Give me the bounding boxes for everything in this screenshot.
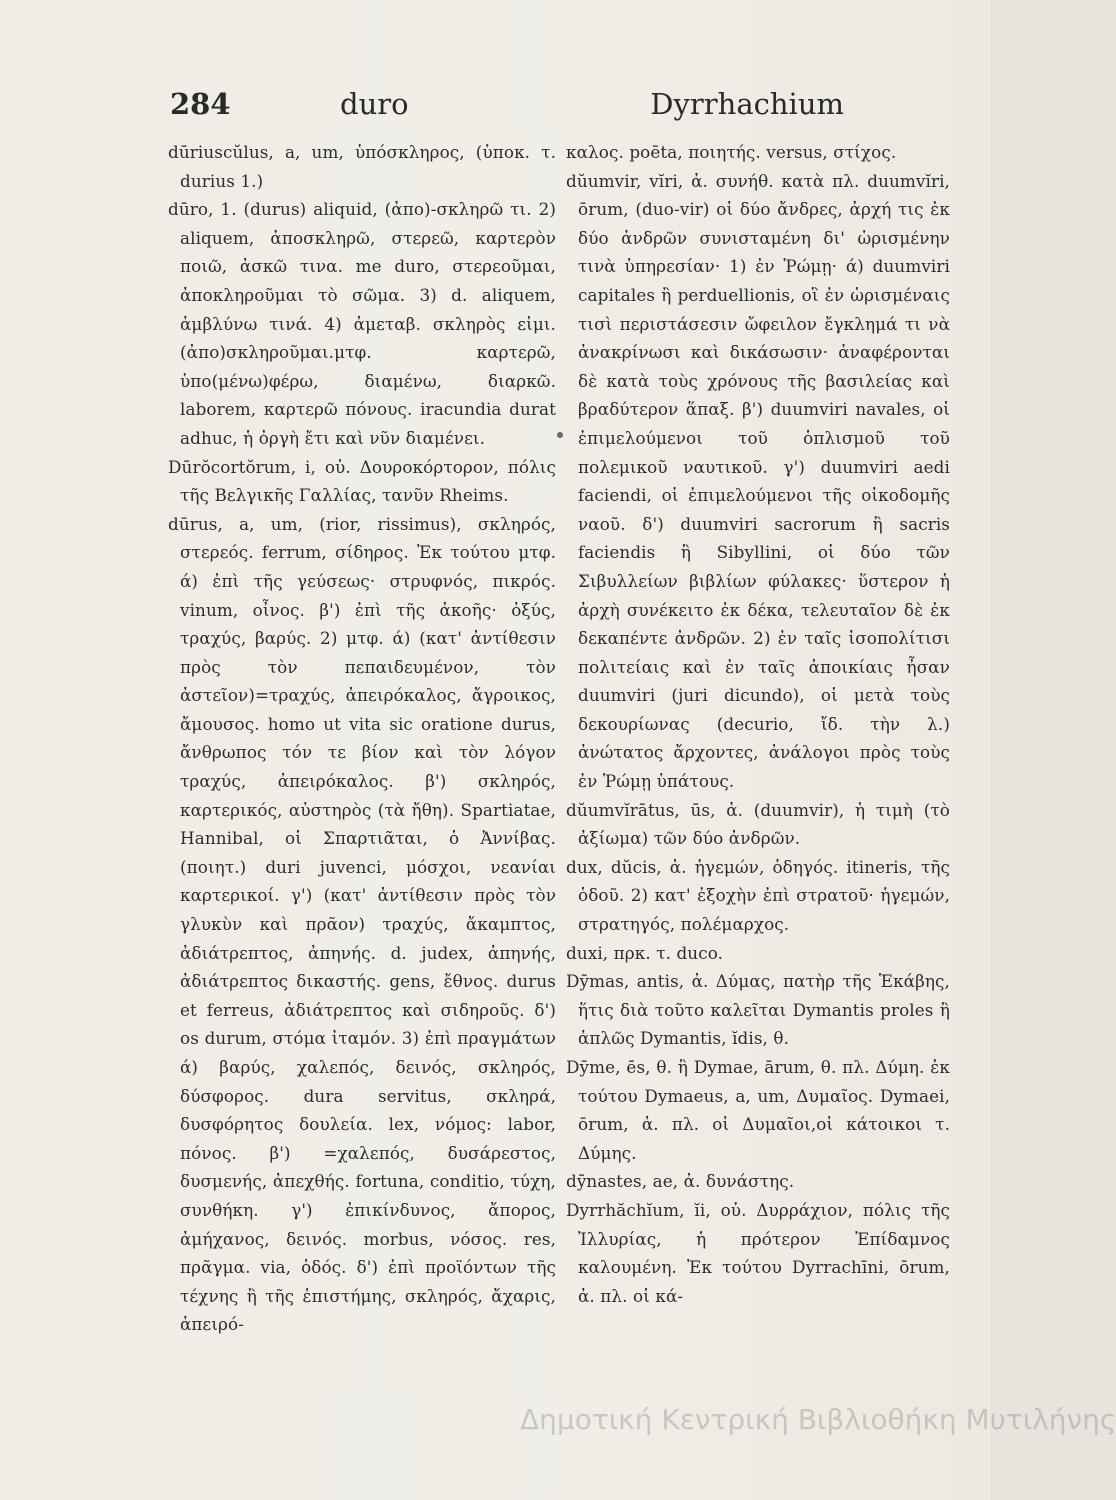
entry-dyrrhachium: Dyrrhăchĭum, ĭi, οὐ. Δυρράχιον, πόλις τῆς Ἰλλυρίας, ἡ πρότερον Ἐπίδαμνος καλουμένη. Ἐκ τούτου Dyrrachīni, ōrum, ἀ. πλ. οἱ κά- [566,1199,950,1306]
entry-durus: dūrus, a, um, (rior, rissimus), σκληρός, στερεός. ferrum, σίδηρος. Ἐκ τούτου μτφ. ά) ἐπὶ τῆς γεύσεως· στρυφνός, πικρός. vinum, οἶνος. β') ἐπὶ τῆς ἀκοῆς· ὀξύς, τραχύς, βαρύς. 2) μτφ. ά) (κατ' ἀντίθεσιν πρὸς τὸν πεπαιδευμένον, τὸν ἀστεῖον)=τραχύς, ἀπειρόκαλος, ἄγροικος, ἄμουσος. homo ut vita sic oratione durus, ἄνθρωπος τόν τε βίον καὶ τὸν λόγον τραχύς, ἀπειρόκαλος. β') σκληρός, καρτερικός, αὐστηρὸς (τὰ ἤθη). Spartiatae, Hannibal, οἱ Σπαρτιᾶται, ὁ Ἀννίβας. (ποιητ.) duri juvenci, μόσχοι, νεανίαι καρτερικοί. γ') (κατ' ἀντίθεσιν πρὸς τὸν γλυκὺν καὶ πρᾶον) τραχύς, ἄκαμπτος, ἀδιάτρεπτος, ἀπηνής. d. judex, ἀπηνής, ἀδιάτρεπτος δικαστής. gens, ἔθνος. durus et ferreus, ἀδιάτρεπτος καὶ σιδηροῦς. δ') os durum, στόμα ἰταμόν. 3) ἐπὶ πραγμάτων ά) βαρύς, χαλεπός, δεινός, σκληρός, δύσφορος. dura servitus, σκληρά, δυσφόρητος δουλεία. lex, νόμος: labor, πόνος. β') =χαλεπός, δυσάρεστος, δυσμενής, ἀπεχθής. fortuna, conditio, τύχη, συνθήκη. γ') ἐπικίνδυνος, ἄπορος, ἀμήχανος, δεινός. morbus, νόσος. res, πρᾶγμα. via, ὁδός. δ') ἐπὶ προϊόντων τῆς τέχνης ἢ τῆς ἐπιστήμης, σκληρός, ἄχαρις, ἀπειρό- [168,513,556,1335]
entry-dynastes: dȳnastes, ae, ἀ. δυνάστης. [566,1171,795,1192]
entry-dux: dux, dŭcis, ἀ. ἡγεμών, ὁδηγός. itineris, τῆς ὁδοῦ. 2) κατ' ἐξοχὴν ἐπὶ στρατοῦ· ἡγεμών, στρατηγός, πολέμαρχος. [566,856,950,935]
page-header [170,86,844,126]
entry-duumviratus: dŭumvĭrātus, ūs, ἀ. (duumvir), ἡ τιμὴ (τὸ ἀξίωμα) τῶν δύο ἀνδρῶν. [566,799,950,849]
left-guide-word: duro [340,87,409,121]
entry-duumvir: dŭumvir, vĭri, ἀ. συνήθ. κατὰ πλ. duumvĭri, ōrum, (duo-vir) οἱ δύο ἄνδρες, ἀρχή τις ἐκ δύο ἀνδρῶν συνισταμένη δι' ὡρισμένην τινὰ ὑπηρεσίαν· 1) ἐν Ῥώμῃ· ά) duumviri capitales ἢ perduellionis, οἳ ἐν ὡρισμέναις τισὶ περιστάσεσιν ὤφειλον ἔγκλημά τι νὰ ἀνακρίνωσι καὶ δικάσωσιν· ἀναφέρονται δὲ κατὰ τοὺς χρόνους τῆς βασιλείας καὶ βραδύτερον ἅπαξ. β') duumviri navales, οἱ ἐπιμελούμενοι τοῦ ὁπλισμοῦ τοῦ πολεμικοῦ ναυτικοῦ. γ') duumviri aedi faciendi, οἱ ἐπιμελούμενοι τῆς οἰκοδομῆς ναοῦ. δ') duumviri sacrorum ἢ sacris faciendis ἢ Sibyllini, οἱ δύο τῶν Σιβυλλείων βιβλίων φύλακες· ὕστερον ἡ ἀρχὴ συνέκειτο ἐκ δέκα, τελευταῖον δὲ ἐκ δεκαπέντε ἀνδρῶν. 2) ἐν ταῖς ἰσοπολίτισι πολιτείαις καὶ ἐν ταῖς ἀποικίαις ἦσαν duumviri (juri dicundo), οἱ μετὰ τοὺς δεκουρίωνας (decurio, ἴδ. τὴν λ.) ἀνώτατος ἄρχοντες, ἀνάλογοι πρὸς τοὺς ἐν Ῥώμῃ ὑπάτους. [566,170,950,792]
entry-durocortorum: Dūrŏcortŏrum, i, οὐ. Δουροκόρτορον, πόλις τῆς Βελγικῆς Γαλλίας, τανῦν Rheims. [168,456,556,506]
entry-continuation: καλος. poēta, ποιητής. versus, στίχος. [566,142,897,162]
entry-duro: dūro, 1. (durus) aliquid, (ἀπο)-σκληρῶ τι. 2) aliquem, ἀποσκληρῶ, στερεῶ, καρτερὸν ποιῶ, ἀσκῶ τινα. me duro, στερεοῦμαι, ἀποκληροῦμαι τὸ σῶμα. 3) d. aliquem, ἀμβλύνω τινά. 4) ἀμεταβ. σκληρὸς εἰμι.(ἀπο)σκληροῦμαι.μτφ. καρτερῶ, ὑπο(μένω)φέρω, διαμένω, διαρκῶ. laborem, καρτερῶ πόνους. iracundia durat adhuc, ἡ ὀργὴ ἔτι καὶ νῦν διαμένει. [168,199,556,448]
entry-duriusculus: dūriuscŭlus, a, um, ὑπόσκληρος, (ὑποκ. τ. durius 1.) [168,142,556,191]
right-guide-word: Dyrrhachium [650,87,844,121]
entry-dyme: Dȳme, ēs, θ. ἢ Dymae, ārum, θ. πλ. Δύμη. ἐκ τούτου Dymaeus, a, um, Δυμαῖος. Dymaei, ōrum, ἀ. πλ. οἱ Δυμαῖοι,οἱ κάτοικοι τ. Δύμης. [566,1057,950,1163]
right-column [566,138,950,1444]
entry-dymas: Dȳmas, antis, ἀ. Δύμας, πατὴρ τῆς Ἑκάβης, ἥτις διὰ τοῦτο καλεῖται Dymantis proles ἢ ἁπλῶς Dymantis, ĭdis, θ. [566,971,950,1049]
page-number: 284 [170,87,231,121]
library-watermark: Δημοτική Κεντρική Βιβλιοθήκη Μυτιλήνης [520,1403,1116,1436]
entry-duxi: duxi, πρκ. τ. duco. [566,942,724,963]
left-column [168,138,556,1444]
gutter-mark [557,432,563,438]
